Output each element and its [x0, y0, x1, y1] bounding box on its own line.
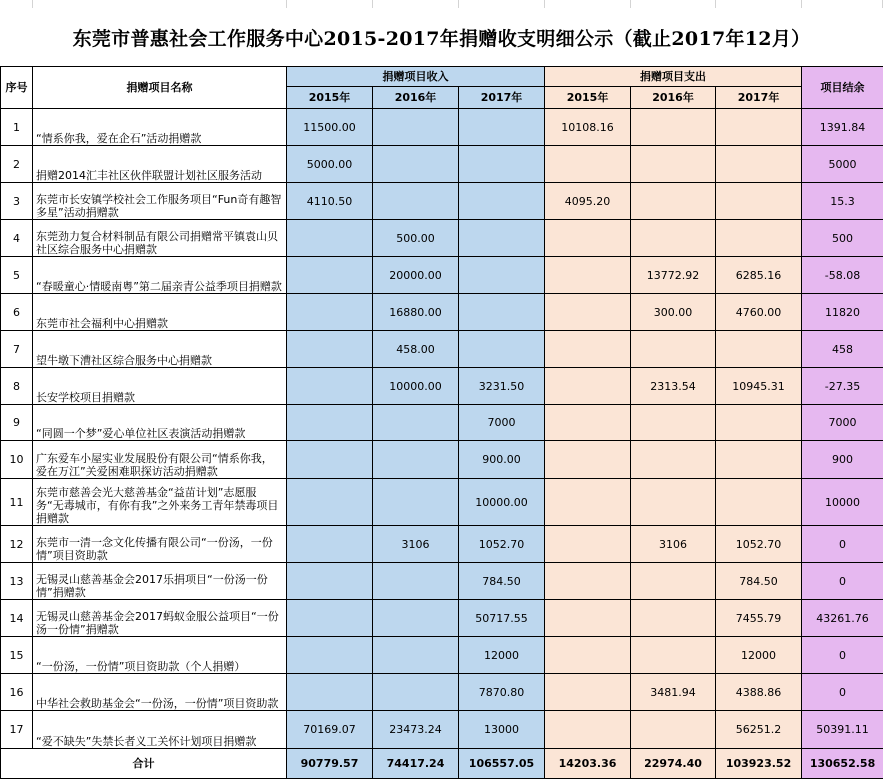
- cell-expense-2016[interactable]: 2313.54: [631, 368, 716, 405]
- table-row: [1, 405, 883, 441]
- table-row: [1, 526, 883, 563]
- cell-expense-2017[interactable]: 6285.16: [716, 257, 802, 294]
- cell-seq[interactable]: 6: [1, 294, 33, 331]
- cell-balance[interactable]: 500: [802, 220, 883, 257]
- cell-income-2017[interactable]: 3231.50: [459, 368, 545, 405]
- cell-expense-2017[interactable]: [716, 441, 802, 479]
- cell-seq[interactable]: 16: [1, 674, 33, 711]
- cell-income-2015[interactable]: 5000.00: [287, 146, 373, 183]
- total-expense-2017[interactable]: 103923.52: [716, 749, 802, 779]
- cell-expense-2017[interactable]: 56251.2: [716, 711, 802, 749]
- cell-expense-2015[interactable]: [545, 600, 631, 637]
- total-income-2016[interactable]: 74417.24: [373, 749, 459, 779]
- cell-balance[interactable]: 10000: [802, 479, 883, 526]
- cell-project-name[interactable]: “同圆一个梦”爱心单位社区表演活动捐赠款: [33, 405, 287, 441]
- total-expense-2016[interactable]: 22974.40: [631, 749, 716, 779]
- cell-expense-2015[interactable]: [545, 368, 631, 405]
- cell-balance[interactable]: 0: [802, 637, 883, 674]
- cell-expense-2016[interactable]: [631, 711, 716, 749]
- cell-project-name[interactable]: 长安学校项目捐赠款: [33, 368, 287, 405]
- table-row: [1, 563, 883, 600]
- cell-balance[interactable]: -27.35: [802, 368, 883, 405]
- cell-income-2017[interactable]: [459, 220, 545, 257]
- cell-income-2016[interactable]: 458.00: [373, 331, 459, 368]
- header-expense-2017[interactable]: 2017年: [716, 87, 802, 109]
- table-row: [1, 294, 883, 331]
- cell-expense-2017[interactable]: 784.50: [716, 563, 802, 600]
- cell-expense-2015[interactable]: [545, 220, 631, 257]
- cell-seq[interactable]: 11: [1, 479, 33, 526]
- header-expense-group[interactable]: 捐赠项目支出: [545, 67, 802, 87]
- cell-project-name[interactable]: 望牛墩下漕社区综合服务中心捐赠款: [33, 331, 287, 368]
- cell-expense-2015[interactable]: [545, 563, 631, 600]
- cell-expense-2016[interactable]: [631, 479, 716, 526]
- cell-expense-2017[interactable]: [716, 405, 802, 441]
- cell-income-2015[interactable]: 4110.50: [287, 183, 373, 220]
- total-income-2017[interactable]: 106557.05: [459, 749, 545, 779]
- cell-income-2015[interactable]: [287, 674, 373, 711]
- header-expense-2015[interactable]: 2015年: [545, 87, 631, 109]
- cell-expense-2015[interactable]: [545, 674, 631, 711]
- header-income-2016[interactable]: 2016年: [373, 87, 459, 109]
- cell-expense-2015[interactable]: [545, 146, 631, 183]
- total-balance[interactable]: 130652.58: [802, 749, 883, 779]
- table-row: [1, 146, 883, 183]
- cell-income-2016[interactable]: [373, 441, 459, 479]
- cell-expense-2016[interactable]: [631, 109, 716, 146]
- cell-income-2015[interactable]: [287, 220, 373, 257]
- cell-expense-2017[interactable]: [716, 146, 802, 183]
- cell-expense-2015[interactable]: [545, 257, 631, 294]
- cell-seq[interactable]: 15: [1, 637, 33, 674]
- table-row: [1, 711, 883, 749]
- cell-income-2017[interactable]: 1052.70: [459, 526, 545, 563]
- cell-income-2017[interactable]: 13000: [459, 711, 545, 749]
- cell-expense-2015[interactable]: [545, 405, 631, 441]
- cell-seq[interactable]: 13: [1, 563, 33, 600]
- cell-income-2015[interactable]: [287, 526, 373, 563]
- cell-income-2015[interactable]: [287, 368, 373, 405]
- cell-expense-2016[interactable]: [631, 146, 716, 183]
- cell-income-2016[interactable]: [373, 479, 459, 526]
- cell-project-name[interactable]: “爱不缺失”失禁长者义工关怀计划项目捐赠款: [33, 711, 287, 749]
- cell-project-name[interactable]: 捐赠2014汇丰社区伙伴联盟计划社区服务活动: [33, 146, 287, 183]
- cell-income-2017[interactable]: 10000.00: [459, 479, 545, 526]
- cell-income-2015[interactable]: [287, 331, 373, 368]
- cell-balance[interactable]: 900: [802, 441, 883, 479]
- cell-income-2015[interactable]: [287, 479, 373, 526]
- table-row: [1, 331, 883, 368]
- table-row: [1, 441, 883, 479]
- cell-income-2016[interactable]: [373, 405, 459, 441]
- cell-balance[interactable]: 11820: [802, 294, 883, 331]
- cell-expense-2015[interactable]: [545, 441, 631, 479]
- cell-seq[interactable]: 10: [1, 441, 33, 479]
- cell-seq[interactable]: 4: [1, 220, 33, 257]
- cell-income-2016[interactable]: [373, 109, 459, 146]
- cell-project-name[interactable]: 广东爱车小屋实业发展股份有限公司“情系你我，爱在万江”关爱困难职探访活动捐赠款: [33, 441, 287, 479]
- table-row: [1, 600, 883, 637]
- cell-expense-2015[interactable]: [545, 526, 631, 563]
- cell-income-2016[interactable]: [373, 146, 459, 183]
- totals-label[interactable]: 合计: [1, 749, 287, 779]
- cell-income-2015[interactable]: [287, 563, 373, 600]
- cell-seq[interactable]: 7: [1, 331, 33, 368]
- cell-income-2017[interactable]: [459, 257, 545, 294]
- cell-project-name[interactable]: 无锡灵山慈善基金会2017乐捐项目“一份汤一份情”捐赠款: [33, 563, 287, 600]
- cell-expense-2017[interactable]: 7455.79: [716, 600, 802, 637]
- cell-expense-2015[interactable]: 4095.20: [545, 183, 631, 220]
- table-row: [1, 220, 883, 257]
- cell-income-2017[interactable]: [459, 331, 545, 368]
- cell-project-name[interactable]: 东莞市社会福利中心捐赠款: [33, 294, 287, 331]
- sheet-title: 东莞市普惠社会工作服务中心2015-2017年捐赠收支明细公示（截止2017年12月）: [72, 27, 811, 50]
- cell-expense-2017[interactable]: [716, 479, 802, 526]
- cell-income-2016[interactable]: [373, 563, 459, 600]
- cell-income-2016[interactable]: 20000.00: [373, 257, 459, 294]
- cell-income-2016[interactable]: [373, 637, 459, 674]
- header-income-group[interactable]: 捐赠项目收入: [287, 67, 545, 87]
- cell-project-name[interactable]: “情系你我，爱在企石”活动捐赠款: [33, 109, 287, 146]
- cell-expense-2017[interactable]: 4760.00: [716, 294, 802, 331]
- cell-project-name[interactable]: 东莞劲力复合材料制品有限公司捐赠常平镇袁山贝社区综合服务中心捐赠款: [33, 220, 287, 257]
- cell-seq[interactable]: 3: [1, 183, 33, 220]
- cell-income-2017[interactable]: 7000: [459, 405, 545, 441]
- cell-income-2015[interactable]: 11500.00: [287, 109, 373, 146]
- cell-seq[interactable]: 17: [1, 711, 33, 749]
- cell-income-2015[interactable]: [287, 405, 373, 441]
- header-expense-2016[interactable]: 2016年: [631, 87, 716, 109]
- header-income-2015[interactable]: 2015年: [287, 87, 373, 109]
- total-expense-2015[interactable]: 14203.36: [545, 749, 631, 779]
- cell-balance[interactable]: 15.3: [802, 183, 883, 220]
- cell-expense-2017[interactable]: [716, 331, 802, 368]
- table-row: [1, 109, 883, 146]
- cell-project-name[interactable]: “春暖童心·情暖南粤”第二届亲青公益季项目捐赠款: [33, 257, 287, 294]
- cell-project-name[interactable]: 东莞市慈善会光大慈善基金“益苗计划”志愿服务“无毒城市，有你有我”之外来务工青年禁毒项目捐赠款: [33, 479, 287, 526]
- cell-income-2016[interactable]: 500.00: [373, 220, 459, 257]
- cell-expense-2017[interactable]: 4388.86: [716, 674, 802, 711]
- cell-expense-2015[interactable]: [545, 331, 631, 368]
- cell-balance[interactable]: 0: [802, 563, 883, 600]
- cell-expense-2016[interactable]: 3481.94: [631, 674, 716, 711]
- cell-expense-2016[interactable]: [631, 331, 716, 368]
- cell-income-2016[interactable]: [373, 674, 459, 711]
- cell-income-2015[interactable]: [287, 441, 373, 479]
- cell-income-2016[interactable]: [373, 600, 459, 637]
- cell-expense-2015[interactable]: [545, 711, 631, 749]
- cell-expense-2017[interactable]: 1052.70: [716, 526, 802, 563]
- cell-expense-2015[interactable]: [545, 479, 631, 526]
- cell-income-2017[interactable]: 900.00: [459, 441, 545, 479]
- cell-income-2017[interactable]: [459, 183, 545, 220]
- cell-balance[interactable]: -58.08: [802, 257, 883, 294]
- cell-expense-2017[interactable]: [716, 183, 802, 220]
- cell-income-2017[interactable]: 12000: [459, 637, 545, 674]
- cell-seq[interactable]: 12: [1, 526, 33, 563]
- donation-table: [0, 66, 883, 779]
- cell-expense-2016[interactable]: [631, 600, 716, 637]
- cell-expense-2017[interactable]: [716, 220, 802, 257]
- cell-project-name[interactable]: 中华社会救助基金会“一份汤，一份情”项目资助款: [33, 674, 287, 711]
- cell-expense-2016[interactable]: 300.00: [631, 294, 716, 331]
- table-row: [1, 183, 883, 220]
- cell-project-name[interactable]: 无锡灵山慈善基金会2017蚂蚁金服公益项目“一份汤一份情”捐赠款: [33, 600, 287, 637]
- header-balance[interactable]: 项目结余: [802, 67, 883, 109]
- cell-income-2015[interactable]: [287, 294, 373, 331]
- header-income-2017[interactable]: 2017年: [459, 87, 545, 109]
- table-row: [1, 368, 883, 405]
- cell-income-2015[interactable]: [287, 600, 373, 637]
- cell-expense-2015[interactable]: 10108.16: [545, 109, 631, 146]
- cell-seq[interactable]: 1: [1, 109, 33, 146]
- cell-balance[interactable]: 0: [802, 526, 883, 563]
- cell-income-2017[interactable]: 50717.55: [459, 600, 545, 637]
- cell-project-name[interactable]: 东莞市一清一念文化传播有限公司“一份汤，一份情”项目资助款: [33, 526, 287, 563]
- cell-seq[interactable]: 14: [1, 600, 33, 637]
- cell-balance[interactable]: 1391.84: [802, 109, 883, 146]
- cell-expense-2016[interactable]: [631, 405, 716, 441]
- cell-expense-2017[interactable]: 10945.31: [716, 368, 802, 405]
- cell-balance[interactable]: 5000: [802, 146, 883, 183]
- cell-seq[interactable]: 8: [1, 368, 33, 405]
- cell-balance[interactable]: 50391.11: [802, 711, 883, 749]
- cell-income-2017[interactable]: 784.50: [459, 563, 545, 600]
- table-row: [1, 674, 883, 711]
- cell-income-2016[interactable]: 23473.24: [373, 711, 459, 749]
- cell-income-2017[interactable]: [459, 109, 545, 146]
- cell-expense-2016[interactable]: [631, 441, 716, 479]
- totals-row: [1, 749, 883, 779]
- cell-income-2017[interactable]: 7870.80: [459, 674, 545, 711]
- cell-income-2015[interactable]: [287, 257, 373, 294]
- cell-income-2015[interactable]: [287, 637, 373, 674]
- cell-income-2017[interactable]: [459, 146, 545, 183]
- table-row: [1, 637, 883, 674]
- cell-income-2016[interactable]: 10000.00: [373, 368, 459, 405]
- cell-income-2016[interactable]: 16880.00: [373, 294, 459, 331]
- cell-seq[interactable]: 5: [1, 257, 33, 294]
- cell-expense-2017[interactable]: 12000: [716, 637, 802, 674]
- cell-expense-2016[interactable]: [631, 563, 716, 600]
- cell-seq[interactable]: 2: [1, 146, 33, 183]
- cell-project-name[interactable]: 东莞市长安镇学校社会工作服务项目“Fun奇有趣智多星”活动捐赠款: [33, 183, 287, 220]
- column-gridlines: [0, 0, 883, 8]
- cell-balance[interactable]: 7000: [802, 405, 883, 441]
- cell-income-2017[interactable]: [459, 294, 545, 331]
- cell-income-2016[interactable]: [373, 183, 459, 220]
- cell-balance[interactable]: 0: [802, 674, 883, 711]
- cell-expense-2016[interactable]: [631, 183, 716, 220]
- cell-expense-2015[interactable]: [545, 637, 631, 674]
- header-project-name[interactable]: 捐赠项目名称: [33, 67, 287, 109]
- table-row: [1, 479, 883, 526]
- cell-income-2016[interactable]: 3106: [373, 526, 459, 563]
- cell-expense-2016[interactable]: [631, 637, 716, 674]
- cell-expense-2017[interactable]: [716, 109, 802, 146]
- cell-expense-2016[interactable]: [631, 220, 716, 257]
- cell-expense-2016[interactable]: 13772.92: [631, 257, 716, 294]
- cell-expense-2016[interactable]: 3106: [631, 526, 716, 563]
- cell-balance[interactable]: 43261.76: [802, 600, 883, 637]
- table-row: [1, 257, 883, 294]
- total-income-2015[interactable]: 90779.57: [287, 749, 373, 779]
- cell-expense-2015[interactable]: [545, 294, 631, 331]
- cell-seq[interactable]: 9: [1, 405, 33, 441]
- cell-project-name[interactable]: “一份汤，一份情”项目资助款（个人捐赠）: [33, 637, 287, 674]
- cell-income-2015[interactable]: 70169.07: [287, 711, 373, 749]
- header-seq[interactable]: 序号: [1, 67, 33, 109]
- cell-balance[interactable]: 458: [802, 331, 883, 368]
